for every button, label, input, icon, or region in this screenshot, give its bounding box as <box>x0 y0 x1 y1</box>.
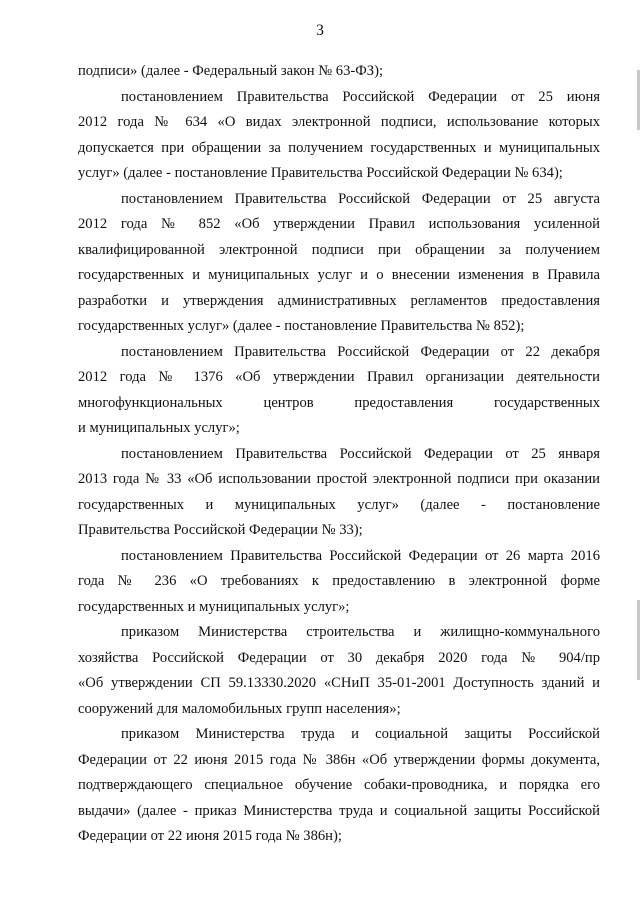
text-line: приказом Министерства строительства и жилищно-коммунального <box>121 624 600 640</box>
text-line: 2013 года № 33 «Об использовании простой электронной подписи при оказании <box>78 471 600 487</box>
text-line: хозяйства Российской Федерации от 30 декабря 2020 года № 904/пр <box>78 649 600 666</box>
text-line: многофункциональных центров предоставления государственных <box>78 394 600 411</box>
page-number: 3 <box>316 22 324 39</box>
text-line: подтверждающего специальное обучение собаки-проводника, и порядка его <box>78 777 600 793</box>
paragraph-order-386n <box>78 722 600 850</box>
text-line: 2012 года № 1376 «Об утверждении Правил организации деятельности <box>78 369 600 385</box>
text-line: выдачи» (далее - приказ Министерства труда и социальной защиты Российской <box>78 802 600 819</box>
paragraph-decree-634 <box>78 85 600 187</box>
text-line: услуг» (далее - постановление Правительства Российской Федерации № 634); <box>78 165 563 181</box>
text-line: квалифицированной электронной подписи при обращении за получением <box>78 241 600 258</box>
text-line: государственных и муниципальных услуг» (далее - постановление <box>78 496 600 513</box>
text-line: государственных и муниципальных услуг и о внесении изменения в Правила <box>78 267 600 283</box>
paragraph-fz63-tail <box>78 59 600 85</box>
text-line: 2012 года № 852 «Об утверждении Правил использования усиленной <box>78 216 600 232</box>
text-line: приказом Министерства труда и социальной защиты Российской <box>121 726 600 742</box>
text-line: Федерации от 22 июня 2015 года № 386н «Об утверждении формы документа, <box>78 751 600 768</box>
text-line: допускается при обращении за получением государственных и муниципальных <box>78 139 600 156</box>
paragraph-decree-236 <box>78 544 600 621</box>
text-line: года № 236 «О требованиях к предоставлению в электронной форме <box>78 573 600 589</box>
text-line: 2012 года № 634 «О видах электронной подписи, использование которых <box>78 114 600 130</box>
text-line: постановлением Правительства Российской Федерации от 26 марта 2016 <box>121 547 600 564</box>
text-line: подписи» (далее - Федеральный закон № 63-ФЗ); <box>78 63 384 79</box>
text-line: постановлением Правительства Российской Федерации от 25 августа <box>121 190 600 207</box>
text-line: и муниципальных услуг»; <box>78 420 240 436</box>
paragraph-decree-33 <box>78 442 600 544</box>
paragraph-decree-1376 <box>78 340 600 442</box>
text-line: сооружений для маломобильных групп населения»; <box>78 700 401 717</box>
text-line: «Об утверждении СП 59.13330.2020 «СНиП 35-01-2001 Доступность зданий и <box>78 675 600 691</box>
text-line: разработки и утверждения административных регламентов предоставления <box>78 292 600 309</box>
text-line: Правительства Российской Федерации № 33); <box>78 522 363 538</box>
document-body <box>78 59 600 850</box>
text-line: постановлением Правительства Российской Федерации от 22 декабря <box>121 343 600 360</box>
text-line: Федерации от 22 июня 2015 года № 386н); <box>78 828 342 844</box>
paragraph-order-904pr <box>78 620 600 722</box>
text-line: государственных и муниципальных услуг»; <box>78 598 350 615</box>
text-line: государственных услуг» (далее - постановление Правительства № 852); <box>78 318 525 334</box>
text-line: постановлением Правительства Российской Федерации от 25 июня <box>121 88 600 105</box>
paragraph-decree-852 <box>78 187 600 340</box>
text-line: постановлением Правительства Российской Федерации от 25 января <box>121 445 600 462</box>
